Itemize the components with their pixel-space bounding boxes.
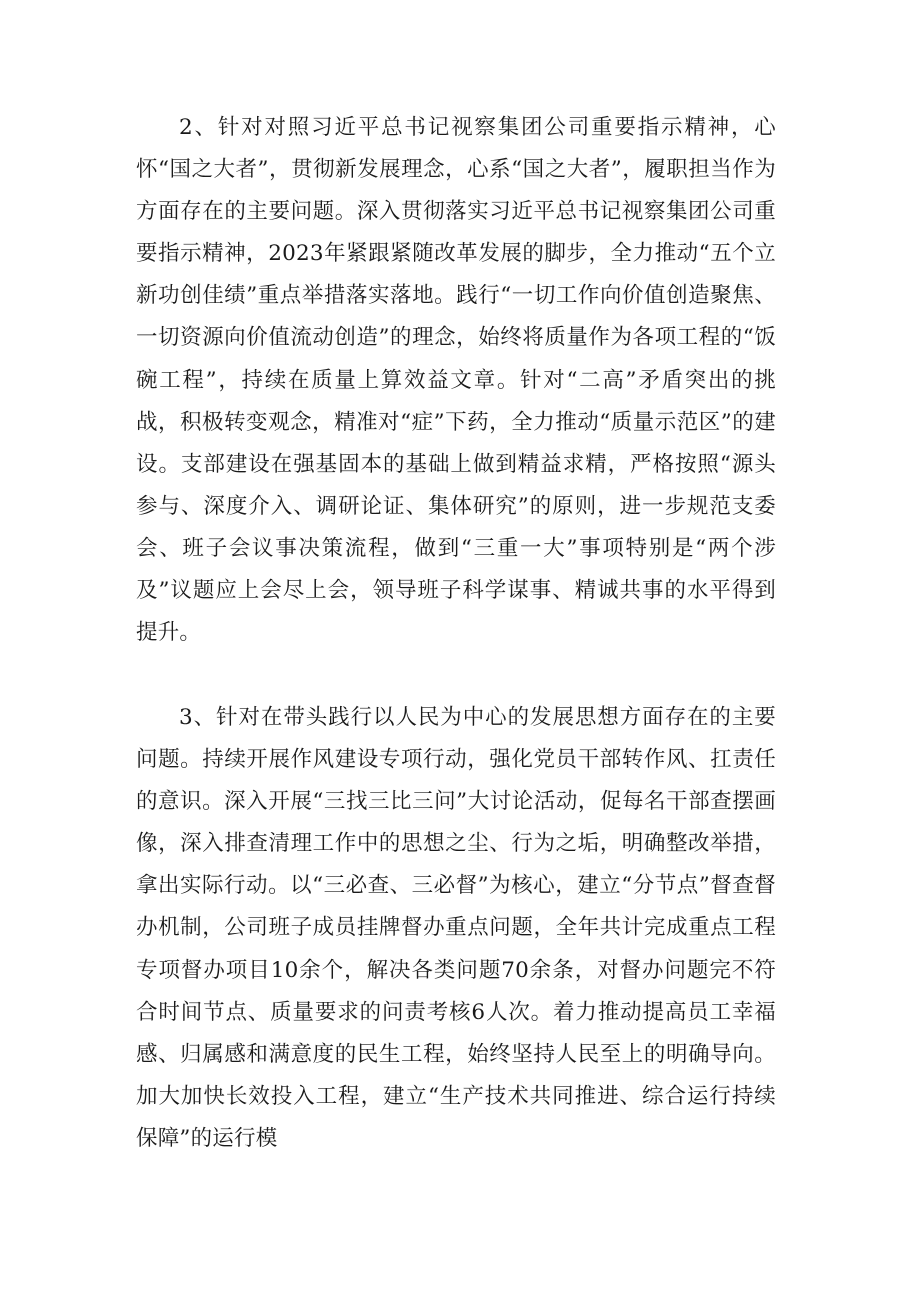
paragraph-3: 3、针对在带头践行以人民为中心的发展思想方面存在的主要问题。持续开展作风建设专项行动，强化党员干部转作风、扛责任的意识。深入开展“三找三比三问”大讨论活动，促每名干部查摆画像，深入排查清理工作中的思想之尘、行为之垢，明确整改举措，拿出实际行动。以“三必查、三必督”为核心，建立“分节点”督查督办机制，公司班子成员挂牌督办重点问题，全年共计完成重点工程专项督办项目10余个，解决各类问题70余条，对督办问题完不符合时间节点、质量要求的问责考核6人次。着力推动提高员工幸福感、归属感和满意度的民生工程，始终坚持人民至上的明确导向。加大加快长效投入工程，建立“生产技术共同推进、综合运行持续保障”的运行模 <box>136 705 776 1151</box>
paragraph-2: 2、针对对照习近平总书记视察集团公司重要指示精神，心怀“国之大者”，贯彻新发展理念，心系“国之大者”，履职担当作为方面存在的主要问题。深入贯彻落实习近平总书记视察集团公司重要指示精神，2023年紧跟紧随改革发展的脚步，全力推动“五个立新功创佳绩”重点举措落实落地。践行“一切工作向价值创造聚焦、一切资源向价值流动创造”的理念，始终将质量作为各项工程的“饭碗工程”，持续在质量上算效益文章。针对“二高”矛盾突出的挑战，积极转变观念，精准对“症”下药，全力推动“质量示范区”的建设。支部建设在强基固本的基础上做到精益求精，严格按照“源头参与、深度介入、调研论证、集体研究”的原则，进一步规范支委会、班子会议事决策流程，做到“三重一大”事项特别是“两个涉及”议题应上会尽上会，领导班子科学谋事、精诚共事的水平得到提升。 <box>136 115 776 646</box>
